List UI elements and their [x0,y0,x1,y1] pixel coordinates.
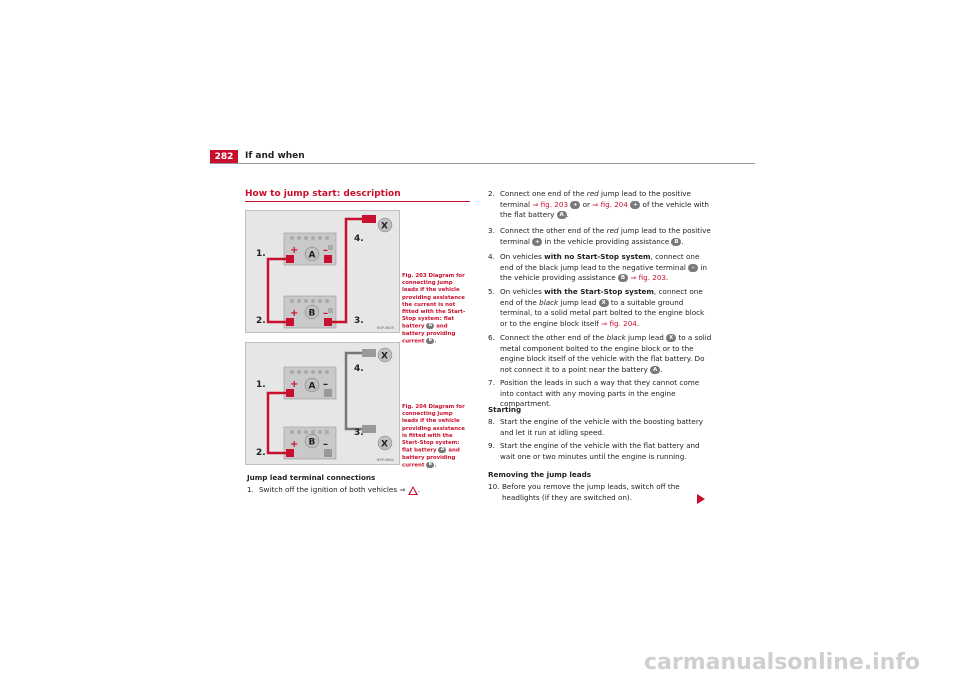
fig-203-link[interactable]: ⇒ fig. 203 [532,199,569,209]
battery-b-neg-terminal [324,449,332,457]
step-text: , connect one end of the black jump lead to the negative terminal [500,252,700,272]
step-end: . [660,364,663,374]
ground-point-bottom [362,425,376,433]
plus-sign-a: + [290,379,299,390]
plus-sign-b: + [290,308,299,319]
step-3-label: 3. [354,428,364,438]
badge-a: A [426,323,434,329]
battery-b-label: B [308,308,316,319]
figure-code: B5P-0664 [377,458,394,462]
badge-b: B [671,238,681,246]
step-text: Connect the other end of the [500,333,605,342]
jump-lead-diagram-204 [246,343,399,464]
step-10 [488,482,713,503]
minus-sign-a: – [323,245,328,256]
step-italic: red [606,226,619,235]
badge-a: A [650,366,660,374]
badge-a: A [438,447,446,453]
step-text: Start the engine of the vehicle with the boosting battery and let it run at idling speed. [500,417,704,437]
badge-plus: + [532,238,542,246]
figure-203-caption-mid: and battery providing current [402,323,456,345]
step-number: 6. [488,333,495,342]
chapter-title: If and when [245,151,305,161]
badge-b: B [426,462,434,468]
figure-204-caption-mid: and battery providing current [402,447,460,469]
step-end: . [681,236,684,246]
ground-label: X [381,221,388,232]
step-text: or [582,199,590,209]
plus-sign-b: + [290,439,299,450]
step-6 [488,333,713,375]
step-text: jump lead to the positive terminal [500,189,691,209]
step-italic: black [606,333,626,342]
step-1-label: 1. [256,249,266,259]
step-5 [488,287,713,329]
step-end: . [417,485,421,494]
battery-a-indicator [328,245,333,250]
badge-minus: – [688,264,698,272]
step-end: . [636,318,640,328]
step-number: 9. [488,441,495,450]
step-number: 5. [488,287,495,296]
step-text: to a suitable ground terminal, to a solid metal part bolted to the engine block or to the engine block itself [500,297,705,328]
badge-x: X [666,334,676,342]
step-text: Connect one end of the [500,189,585,198]
step-text: Connect the other end of the [500,226,605,235]
battery-a-label: A [308,381,316,392]
ground-label-bottom: X [381,439,388,450]
subheading-starting: Starting [488,405,522,414]
figure-code: B5P-0609 [377,326,394,330]
figure-204-label: Fig. 204 [402,404,427,410]
section-title: How to jump start: description [245,189,401,199]
step-italic: red [586,189,599,198]
minus-sign-b: – [323,308,328,319]
badge-a: A [557,211,567,219]
badge-plus: + [570,201,580,209]
step-text: On vehicles [500,252,542,261]
step-text: , connect one end of the [500,287,703,307]
figure-204-caption-text: Diagram for connecting jump leads if the vehicle providing assistance is fitted with the Start-Stop system: flat battery [402,404,465,454]
step-text: jump lead [628,333,664,342]
step-number: 7. [488,378,495,387]
battery-a-neg-terminal [324,389,332,397]
step-number: 2. [488,189,495,198]
step-7 [488,378,713,410]
figure-203-diagram [245,210,400,333]
step-text: of the vehicle with the flat battery [500,199,709,219]
step-3-label: 3. [354,316,364,326]
battery-a-neg-terminal [324,255,332,263]
step-italic: black [539,297,559,307]
step-text: Switch off the ignition of both vehicles ⇒ [259,485,406,494]
step-4-label: 4. [354,234,364,244]
step-2 [488,189,713,221]
step-number: 3. [488,226,495,235]
step-number: 8. [488,417,495,426]
step-4 [488,252,713,284]
ground-point [362,215,376,223]
step-1-label: 1. [256,380,266,390]
step-text: in the vehicle providing assistance [500,262,708,282]
step-3 [488,226,713,247]
step-text: Position the leads in such a way that they cannot come into contact with any moving parts in the engine compartment. [500,378,700,408]
figure-203-label: Fig. 203 [402,273,427,279]
caption-end: . [434,462,437,469]
fig-204-link[interactable]: ⇒ fig. 204 [592,199,628,209]
plus-sign-a: + [290,245,299,256]
fig-204-link[interactable]: ⇒ fig. 204 [601,318,637,328]
minus-sign-a: – [323,379,328,390]
step-9 [488,441,713,462]
section-divider [245,201,470,202]
minus-sign-b: – [323,439,328,450]
figure-204-diagram [245,342,400,465]
subheading-jump-lead-connections: Jump lead terminal connections [247,473,376,482]
ground-point-top [362,349,376,357]
step-text: in the vehicle providing assistance [544,236,670,246]
step-8 [488,417,713,438]
badge-plus: + [630,201,640,209]
figure-203-caption-text: Diagram for connecting jump leads if the vehicle providing assistance the current is not fitted with the Start-Stop system: flat battery [402,273,466,330]
badge-b: B [618,274,628,282]
battery-a-label: A [308,250,316,261]
step-number: 10. [488,482,500,491]
badge-x: X [599,299,609,307]
ground-label-top: X [381,351,388,362]
step-number: 4. [488,252,495,261]
subheading-removing-leads: Removing the jump leads [488,470,592,479]
battery-b-indicator [328,308,333,313]
figure-203-caption [402,273,470,346]
step-text: Before you remove the jump leads, switch off the headlights (if they are switched on). [502,482,680,502]
step-bold: with the Start-Stop system [544,287,654,296]
step-text: to a solid metal component bolted to the engine block or to the engine block itself of the vehicle with the flat battery. Do not connect it to a point near the battery [500,333,712,374]
page-number: 282 [210,150,238,164]
watermark: carmanualsonline.info [644,650,920,675]
step-number: 1. [247,485,254,494]
step-end: . [566,210,569,219]
step-text: On vehicles [500,287,542,296]
step-1 [247,485,472,496]
jump-lead-diagram-203 [246,211,399,332]
step-end: . [666,273,669,282]
caption-end: . [434,338,437,345]
badge-b: B [426,338,434,344]
step-2-label: 2. [256,316,266,326]
step-bold: with no Start-Stop system [544,252,651,261]
header-divider [210,163,755,164]
step-text: jump lead [560,297,597,307]
next-page-arrow-icon[interactable] [697,494,705,504]
step-4-label: 4. [354,364,364,374]
figure-204-caption [402,404,470,470]
fig-203-link[interactable]: ⇒ fig. 203 [630,273,667,282]
warning-icon[interactable] [408,485,421,495]
step-text: jump lead to the positive terminal [500,226,711,246]
battery-b-label: B [308,437,316,448]
step-2-label: 2. [256,448,266,458]
step-text: Start the engine of the vehicle with the flat battery and wait one or two minutes until the engine is running. [500,441,700,461]
